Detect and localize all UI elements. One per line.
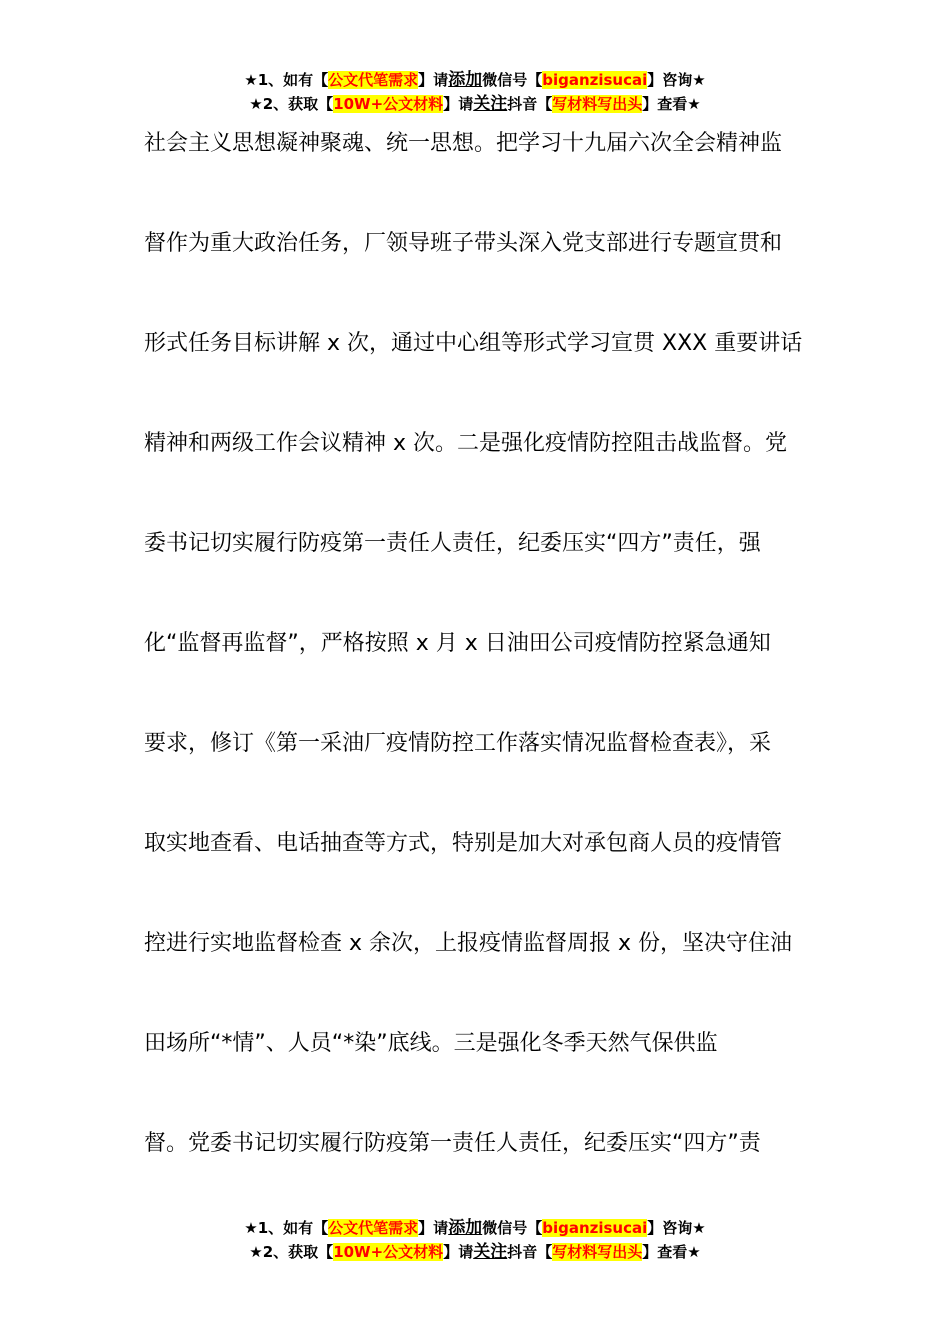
banner-text: 微信号【 (482, 1219, 543, 1237)
banner-highlight: 10W+公文材料 (333, 1243, 444, 1261)
footer-banner-line-1 (0, 1216, 950, 1240)
banner-text: 】查看★ (642, 95, 701, 113)
banner-text: ★1、如有【 (244, 1219, 329, 1237)
banner-highlight: 10W+公文材料 (333, 95, 444, 113)
banner-text: 】请 (418, 71, 449, 89)
body-line: 形式任务目标讲解 x 次，通过中心组等形式学习宣贯 XXX 重要讲话 (144, 331, 803, 356)
header-banner (0, 68, 950, 116)
document-body (144, 120, 824, 1220)
banner-emphasis: 关注 (473, 94, 508, 114)
banner-text: 抖音【 (507, 1243, 553, 1261)
banner-text: ★2、获取【 (249, 95, 334, 113)
banner-text: 微信号【 (482, 71, 543, 89)
banner-highlight: 公文代笔需求 (328, 71, 419, 89)
banner-text: 抖音【 (507, 95, 553, 113)
body-line: 化“监督再监督”，严格按照 x 月 x 日油田公司疫情防控紧急通知 (144, 631, 771, 656)
banner-text: 】请 (443, 95, 474, 113)
body-line: 田场所“*情”、人员“*染”底线。三是强化冬季天然气保供监 (144, 1031, 718, 1056)
banner-emphasis: 关注 (473, 1242, 508, 1262)
body-line: 控进行实地监督检查 x 余次，上报疫情监督周报 x 份，坚决守住油 (144, 931, 793, 956)
banner-emphasis: 添加 (448, 70, 483, 90)
banner-highlight: 公文代笔需求 (328, 1219, 419, 1237)
body-line: 取实地查看、电话抽查等方式，特别是加大对承包商人员的疫情管 (144, 831, 783, 856)
body-line: 精神和两级工作会议精神 x 次。二是强化疫情防控阻击战监督。党 (144, 431, 788, 456)
banner-highlight: 写材料写出头 (552, 95, 643, 113)
body-line: 要求，修订《第一采油厂疫情防控工作落实情况监督检查表》，采 (144, 731, 772, 756)
banner-text: 】请 (443, 1243, 474, 1261)
body-line: 社会主义思想凝神聚魂、统一思想。把学习十九届六次全会精神监 (144, 131, 783, 156)
body-line: 督作为重大政治任务，厂领导班子带头深入党支部进行专题宣贯和 (144, 231, 783, 256)
body-line: 督。党委书记切实履行防疫第一责任人责任，纪委压实“四方”责 (144, 1131, 761, 1156)
banner-emphasis: 添加 (448, 1218, 483, 1238)
banner-highlight: biganzisucai (542, 1219, 648, 1237)
header-banner-line-1 (0, 68, 950, 92)
banner-text: 】查看★ (642, 1243, 701, 1261)
footer-banner (0, 1216, 950, 1264)
banner-text: ★2、获取【 (249, 1243, 334, 1261)
body-line: 委书记切实履行防疫第一责任人责任，纪委压实“四方”责任，强 (144, 531, 761, 556)
header-banner-line-2 (0, 92, 950, 116)
banner-text: 】咨询★ (647, 71, 706, 89)
footer-banner-line-2 (0, 1240, 950, 1264)
banner-highlight: 写材料写出头 (552, 1243, 643, 1261)
banner-text: 】咨询★ (647, 1219, 706, 1237)
banner-highlight: biganzisucai (542, 71, 648, 89)
banner-text: ★1、如有【 (244, 71, 329, 89)
banner-text: 】请 (418, 1219, 449, 1237)
